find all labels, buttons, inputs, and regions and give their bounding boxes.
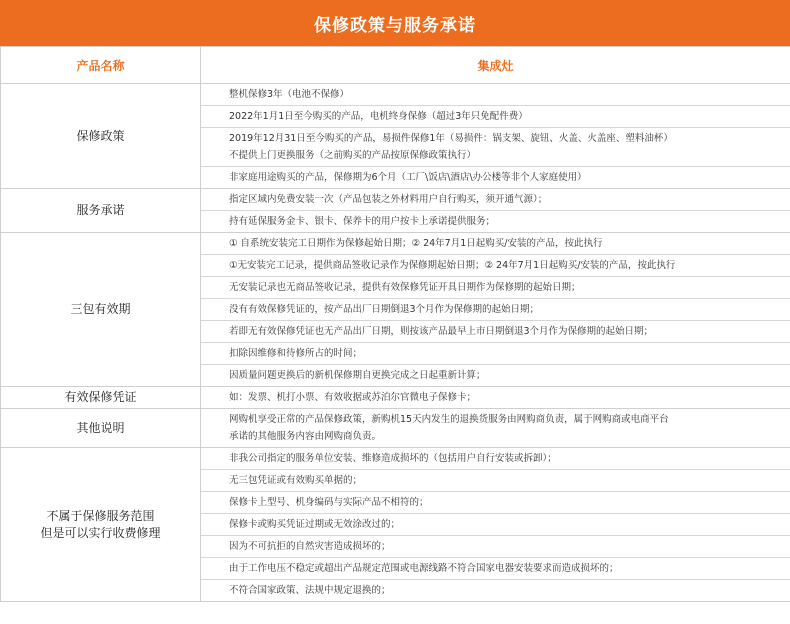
item-text: 保修卡或购买凭证过期或无效涂改过的； [229,519,401,530]
list-item [201,343,790,365]
list-item [201,536,790,558]
item-text: 非家庭用途购买的产品，保修期为6个月（工厂\饭店\酒店\办公楼等非个人家庭使用） [229,172,587,183]
table-row [1,189,790,233]
item-text: 由于工作电压不稳定或超出产品规定范围或电源线路不符合国家电器安装要求而造成损坏的； [229,563,619,574]
section-category [1,189,201,233]
list-item [201,211,790,232]
item-text: 扣除因维修和待修所占的时间； [229,348,363,359]
item-text: 指定区域内免费安装一次（产品包装之外材料用户自行购买，须开通气源）； [229,194,548,205]
table-row [1,84,790,189]
page-title: 保修政策与服务承诺 [0,0,790,46]
item-text: 网购机享受正常的产品保修政策，新购机15天内发生的退换货服务由网购商负责，属于网购商或电商平台 [229,414,669,425]
item-text: 若即无有效保修凭证也无产品出厂日期，则按该产品最早上市日期倒退3个月作为保修期的起始日期； [229,326,654,337]
list-item [201,448,790,470]
section-items [201,84,790,189]
list-item [201,233,790,255]
item-text: 持有延保服务金卡、银卡、保养卡的用户按卡上承诺提供服务； [229,216,496,227]
list-item [201,84,790,106]
list-item [201,514,790,536]
item-text: 承诺的其他服务内容由网购商负责。 [229,431,382,442]
item-text: 整机保修3年（电池不保修） [229,89,350,100]
table-body [1,84,790,602]
table-row [1,409,790,448]
section-items [201,233,790,387]
list-item [201,492,790,514]
list-item [201,558,790,580]
table-row [1,387,790,409]
list-item [201,365,790,386]
section-category [1,387,201,409]
item-text: 没有有效保修凭证的，按产品出厂日期倒退3个月作为保修期的起始日期； [229,304,540,315]
header-product-name: 产品名称 [1,47,201,84]
section-category [1,448,201,602]
category-label-line: 有效保修凭证 [64,390,137,404]
item-text: 不符合国家政策、法规中规定退换的； [229,585,391,596]
category-label-line: 但是可以实行收费修理 [40,525,161,540]
item-text: 非我公司指定的服务单位安装、维修造成损坏的（包括用户自行安装或拆卸）； [229,453,557,464]
item-text: ①无安装完工记录，提供商品签收记录作为保修期起始日期；② 24年7月1日起购买/安装的产品，按此执行 [229,260,676,271]
list-item [201,321,790,343]
header-integrated-stove: 集成灶 [201,47,790,84]
item-text: ① 自系统安装完工日期作为保修起始日期；② 24年7月1日起购买/安装的产品，按此执行 [229,238,603,249]
section-category [1,84,201,189]
section-items [201,409,790,448]
item-text: 如：发票、机打小票、有效收据或苏泊尔官微电子保修卡； [229,392,477,403]
category-label-line: 保修政策 [76,128,125,143]
table-header-row [1,47,790,84]
category-label-line: 服务承诺 [76,203,125,217]
list-item [201,255,790,277]
item-text: 保修卡上型号、机身编码与实际产品不相符的； [229,497,429,508]
item-text: 因质量问题更换后的新机保修期自更换完成之日起重新计算； [229,370,486,381]
item-text: 因为不可抗拒的自然灾害造成损坏的； [229,541,391,552]
warranty-table [0,46,790,602]
item-text: 无三包凭证或有效购买单据的； [229,475,363,486]
item-text: 2019年12月31日至今购买的产品，易损件保修1年（易损件：锅支架、旋钮、火盖、火盖座、塑料油杯） [229,133,673,144]
list-item [201,128,790,167]
category-label-line: 三包有效期 [70,302,131,316]
list-item [201,387,790,408]
section-items [201,387,790,409]
section-items [201,189,790,233]
list-item [201,167,790,188]
list-item [201,470,790,492]
list-item [201,106,790,128]
list-item [201,189,790,211]
list-item [201,277,790,299]
table-row [1,233,790,387]
list-item [201,580,790,601]
list-item [201,409,790,447]
section-items [201,448,790,602]
category-label-line: 其他说明 [76,420,125,435]
section-category [1,409,201,448]
section-category [1,233,201,387]
list-item [201,299,790,321]
item-text: 2022年1月1日至今购买的产品，电机终身保修（超过3年只免配件费） [229,111,528,122]
item-text: 不提供上门更换服务（之前购买的产品按原保修政策执行） [229,150,477,161]
category-label-line: 不属于保修服务范围 [46,508,155,523]
table-row [1,448,790,602]
item-text: 无安装记录也无商品签收记录，提供有效保修凭证开具日期作为保修期的起始日期； [229,282,581,293]
